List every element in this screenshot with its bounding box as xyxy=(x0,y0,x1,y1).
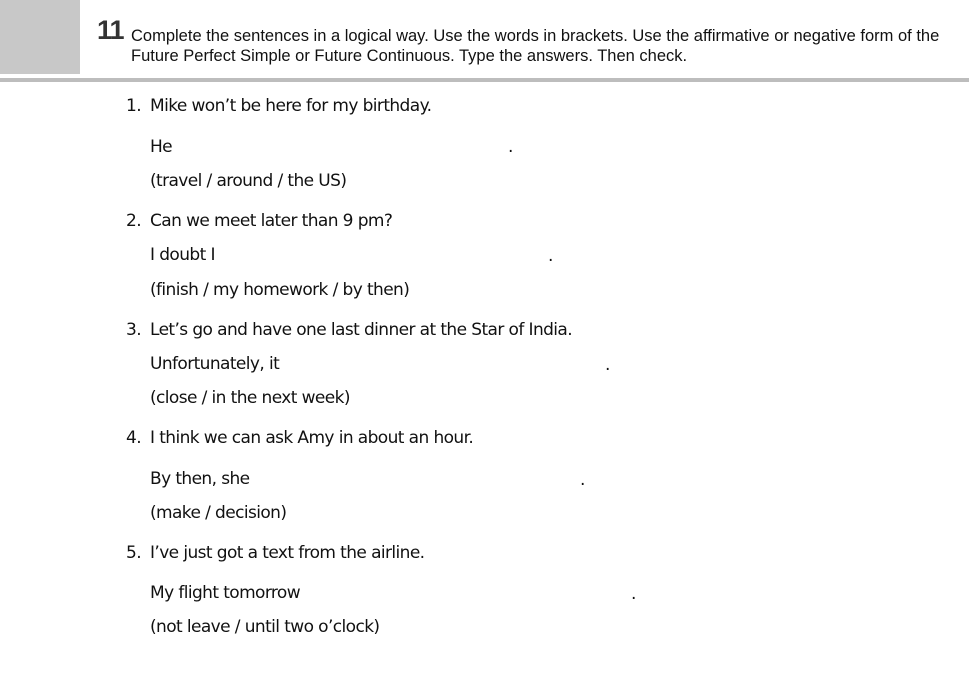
answer-start: Unfortunately, it xyxy=(150,354,280,374)
item-hint: (travel / around / the US) xyxy=(150,171,347,191)
item-number: 3. xyxy=(126,320,142,340)
exercise-header xyxy=(0,0,969,86)
answer-start: My flight tomorrow xyxy=(150,583,301,603)
item-number: 5. xyxy=(126,543,142,563)
item-hint: (finish / my homework / by then) xyxy=(150,280,410,300)
item-prompt: Let’s go and have one last dinner at the Star of India. xyxy=(150,320,573,340)
exercise-number: 11 xyxy=(97,15,124,45)
item-number: 4. xyxy=(126,428,142,448)
item-hint: (not leave / until two o’clock) xyxy=(150,617,380,637)
answer-input-3[interactable] xyxy=(276,351,604,377)
item-hint: (make / decision) xyxy=(150,503,287,523)
answer-end: . xyxy=(548,246,553,266)
answer-input-1[interactable] xyxy=(178,134,506,160)
answer-input-2[interactable] xyxy=(216,242,546,268)
item-number: 2. xyxy=(126,211,142,231)
answer-start: He xyxy=(150,137,173,157)
answer-start: By then, she xyxy=(150,469,250,489)
item-prompt: I’ve just got a text from the airline. xyxy=(150,543,425,563)
answer-input-5[interactable] xyxy=(303,580,629,606)
item-hint: (close / in the next week) xyxy=(150,388,350,408)
answer-end: . xyxy=(605,355,610,375)
exercise-instructions: Complete the sentences in a logical way. Use the words in brackets. Use the affirmative or negative form of the Future Perfect Simple or Future Continuous. Type the answers. Then check. xyxy=(131,27,940,65)
item-number: 1. xyxy=(126,96,142,116)
header-block xyxy=(0,0,80,74)
answer-end: . xyxy=(580,470,585,490)
answer-start: I doubt I xyxy=(150,245,215,265)
answer-input-4[interactable] xyxy=(252,466,579,492)
answer-end: . xyxy=(631,584,636,604)
answer-end: . xyxy=(508,137,513,157)
header-divider xyxy=(0,78,969,82)
item-prompt: Can we meet later than 9 pm? xyxy=(150,211,393,231)
item-prompt: Mike won’t be here for my birthday. xyxy=(150,96,432,116)
item-prompt: I think we can ask Amy in about an hour. xyxy=(150,428,474,448)
